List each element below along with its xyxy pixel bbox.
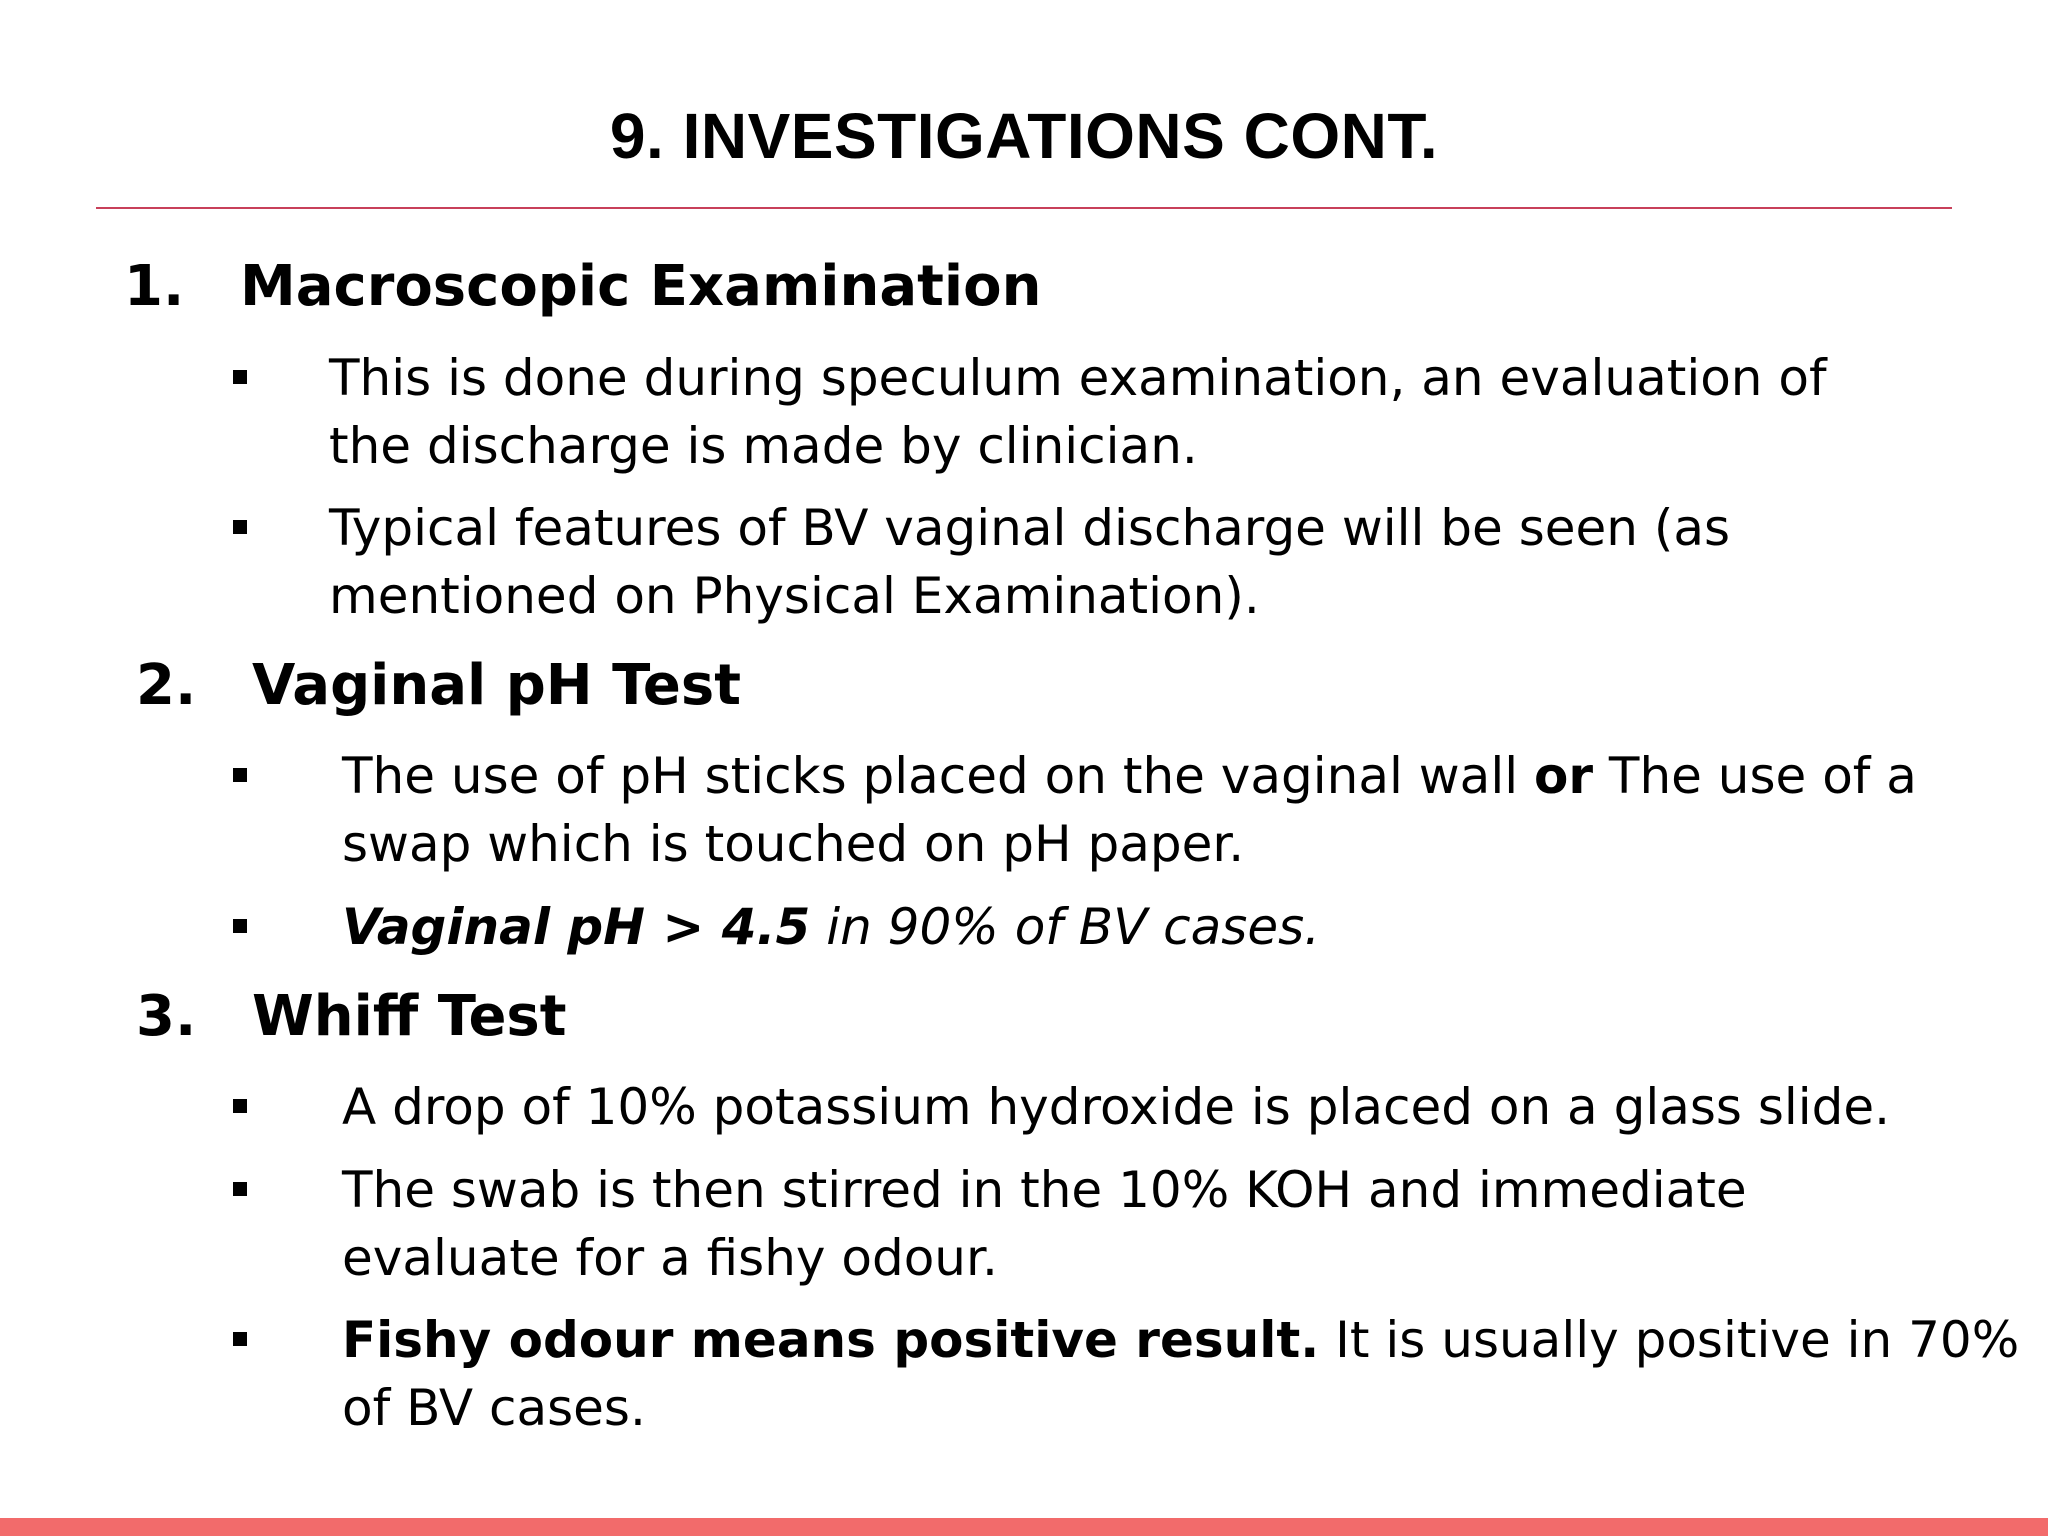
square-bullet-icon: [233, 1182, 247, 1196]
bullet-text-line: Fishy odour means positive result. It is usually positive in 70%: [342, 1311, 2020, 1369]
slide-title: 9. INVESTIGATIONS CONT.: [609, 100, 1439, 172]
square-bullet-icon: [233, 768, 247, 782]
bullet-text-line: The swab is then stirred in the 10% KOH and immediate: [342, 1161, 1747, 1219]
title-divider: [96, 207, 1952, 209]
section-title: Vaginal pH Test: [252, 653, 741, 718]
section-title: Macroscopic Examination: [240, 254, 1042, 319]
square-bullet-icon: [233, 370, 247, 384]
bullet-text-line: swap which is touched on pH paper.: [342, 815, 1245, 873]
section-number: 3.: [136, 984, 197, 1049]
bullet-text-line: The use of pH sticks placed on the vaginal wall or The use of a: [342, 747, 1917, 805]
bullet-text-line: A drop of 10% potassium hydroxide is placed on a glass slide.: [342, 1078, 1891, 1136]
bullet-text-line: the discharge is made by clinician.: [329, 417, 1198, 475]
bullet-text-line: Typical features of BV vaginal discharge will be seen (as: [329, 499, 1731, 557]
bullet-text-line: mentioned on Physical Examination).: [329, 567, 1260, 625]
emphasis-positive-result: Fishy odour means positive result.: [342, 1311, 1320, 1369]
section-number: 1.: [124, 254, 185, 319]
footer-accent-bar: [0, 1518, 2048, 1536]
square-bullet-icon: [233, 919, 247, 933]
bullet-text-line: Vaginal pH > 4.5 in 90% of BV cases.: [342, 898, 1321, 956]
section-number: 2.: [136, 653, 197, 718]
square-bullet-icon: [233, 1332, 247, 1346]
square-bullet-icon: [233, 1099, 247, 1113]
emphasis-or: or: [1534, 747, 1594, 805]
bullet-text-line: This is done during speculum examination, an evaluation of: [329, 349, 1827, 407]
emphasis-ph-value: Vaginal pH > 4.5: [342, 898, 811, 956]
bullet-text-line: evaluate for a fishy odour.: [342, 1229, 998, 1287]
section-title: Whiff Test: [252, 984, 567, 1049]
square-bullet-icon: [233, 520, 247, 534]
bullet-text-line: of BV cases.: [342, 1379, 646, 1437]
